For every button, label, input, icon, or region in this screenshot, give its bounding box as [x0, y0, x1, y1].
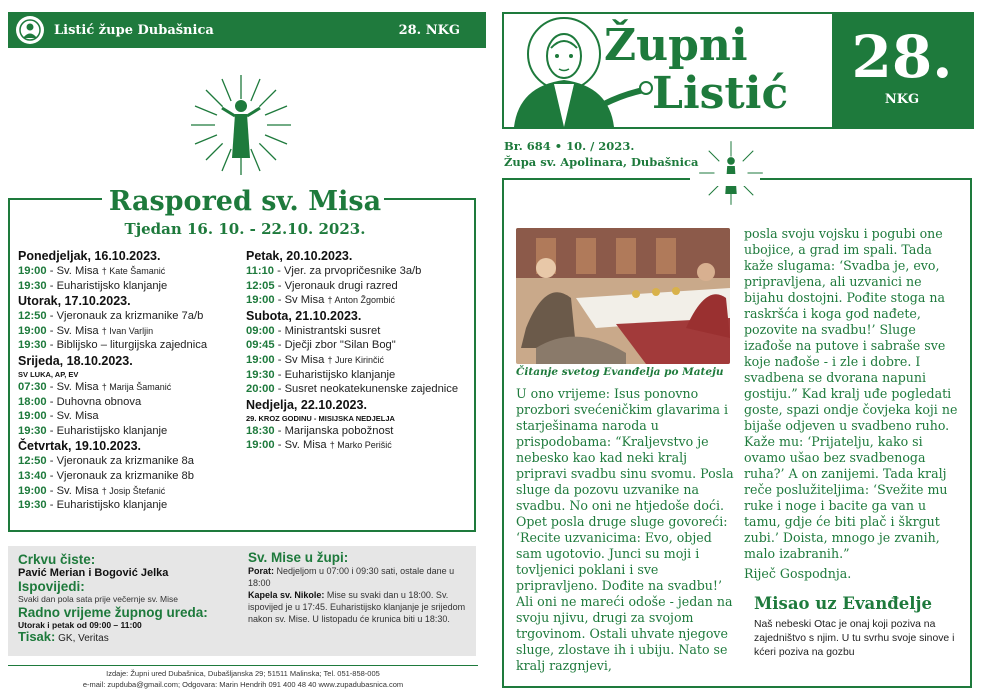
schedule-event: - Duhovna obnova	[46, 395, 142, 408]
schedule-row	[18, 498, 248, 513]
schedule-title: Raspored sv. Misa	[108, 186, 382, 217]
schedule-row	[18, 264, 248, 279]
issue-box	[832, 14, 972, 127]
schedule-event: - Sv. Misa	[46, 265, 102, 277]
schedule-time: 19:00	[18, 324, 47, 337]
confession-title: Ispovijedi:	[18, 579, 85, 594]
schedule-event: - Sv. Misa	[46, 380, 102, 393]
kapela-text: Mise su svaki dan u 18:00. Sv. ispovijed je u 17:45. Euharistijsko klanjanje je srijedom nakon sv. Mise. U listopadu će krunica biti u 18:30.	[248, 590, 466, 624]
schedule-time: 18:00	[18, 395, 47, 408]
parish-logo-icon	[16, 16, 44, 44]
porat-label: Porat:	[248, 566, 275, 576]
info-panel	[8, 546, 476, 656]
print-value: GK, Veritas	[55, 633, 109, 644]
issue-number: 28.	[851, 23, 953, 91]
print-line	[18, 631, 248, 645]
schedule-row	[246, 279, 474, 294]
schedule-event: - Euharistijsko klanjanje	[274, 368, 396, 381]
gospel-text-col2-body: posla svoju vojsku i pogubi one ubojice, a grad im spali. Tada kaže slugama: ‘Svadba je, evo, pripravljena, ali uzvanici ne bijahu dostojni. Pođite stoga na raskršća i koga god nađete, pozovite na svadbu!’ Sluge izađoše na putove i sabraše sve koje nađoše - i zle i dobre. I svadbena se dvorana napuni gostiju.” Kad kralj uđe pogledati goste, spazi ondje čovjeka koji ne bijaše odjeven u svadbeno ruho. Kaže mu: ‘Prijatelju, kako si ovamo ušao bez svadbenoga ruha?’ A on zanijemi. Tada kralj reče poslužiteljima: ‘Svežite mu ruke i noge i bacite ga van u tamu, gdje će biti plač i škrgut zubi.’ Doista, mnogo je zvanih, malo izabranih.”	[744, 226, 958, 561]
wedding-feast-illustration	[516, 228, 730, 364]
gospel-text-col2	[744, 226, 962, 582]
schedule-row	[18, 309, 248, 324]
schedule-time: 09:45	[246, 339, 275, 352]
schedule-day-heading: Nedjelja, 22.10.2023.	[246, 397, 367, 412]
footer-line-2: e-mail: zupduba@gmail.com; Odgovara: Marin Hendrih 091 400 48 40 www.zupadubasnica.com	[82, 680, 404, 689]
schedule-time: 19:30	[18, 499, 47, 512]
schedule-event: - Sv. Misa	[46, 410, 99, 423]
schedule-row	[246, 324, 474, 339]
schedule-row	[246, 293, 474, 308]
schedule-event: - Euharistijsko klanjanje	[46, 279, 168, 292]
schedule-time: 09:00	[246, 324, 275, 337]
gospel-end: Riječ Gospodnja.	[744, 566, 852, 581]
schedule-time: 19:00	[18, 410, 47, 423]
schedule-event: - Sv Misa	[274, 353, 328, 366]
schedule-event: - Euharistijsko klanjanje	[46, 499, 168, 512]
schedule-feast-label: SV LUKA, AP, EV	[18, 369, 79, 379]
gospel-box	[502, 178, 972, 688]
kapela-line	[248, 589, 470, 625]
schedule-time: 11:10	[246, 265, 274, 277]
schedule-event: - Vjeronauk drugi razred	[274, 279, 398, 292]
schedule-time: 19:30	[18, 424, 47, 437]
left-footer	[8, 665, 478, 690]
schedule-day-heading: Petak, 20.10.2023.	[246, 249, 353, 263]
schedule-row	[18, 454, 248, 469]
schedule-day-heading: Srijeda, 18.10.2023.	[18, 353, 133, 368]
issue-meta-line-1: Br. 684 • 10. / 2023.	[504, 139, 635, 153]
schedule-event: - Sv Misa	[274, 294, 328, 307]
porat-text: Nedjeljom u 07:00 i 09:30 sati, ostale dane u 18:00	[248, 566, 455, 588]
cleaning-title: Crkvu čiste:	[18, 552, 96, 567]
schedule-time: 12:50	[18, 455, 47, 468]
schedule-time: 19:00	[246, 353, 275, 366]
issue-meta-line-2: Župa sv. Apolinara, Dubašnica	[504, 155, 699, 169]
footer-line-1: Izdaje: Župni ured Dubašnica, Dubašljanska 29; 51511 Malinska; Tel. 051-858-005	[106, 669, 380, 678]
schedule-row	[18, 395, 248, 410]
office-title: Radno vrijeme župnog ureda:	[18, 605, 208, 620]
issue-label: NKG	[884, 92, 920, 107]
schedule-intention: † Jure Kirinčić	[327, 354, 384, 365]
schedule-intention: † Marko Perišić	[329, 440, 392, 451]
schedule-time: 20:00	[246, 383, 275, 396]
schedule-row	[18, 279, 248, 294]
masthead-word-2: Listić	[652, 68, 789, 119]
schedule-row	[246, 382, 474, 397]
schedule-event: - Vjeronauk za krizmanike 7a/b	[46, 310, 204, 323]
reflection-title: Misao uz Evanđelje	[754, 594, 932, 613]
schedule-row	[246, 353, 474, 368]
schedule-time: 07:30	[18, 380, 47, 393]
schedule-day-heading: Utorak, 17.10.2023.	[18, 294, 131, 309]
schedule-row	[18, 484, 248, 499]
schedule-intention: † Ivan Varljin	[101, 325, 154, 336]
schedule-day-heading: Ponedjeljak, 16.10.2023.	[18, 249, 161, 263]
schedule-event: - Vjeronauk za krizmanike 8a	[46, 455, 194, 468]
schedule-time: 19:00	[18, 484, 47, 497]
reflection-text: Naš nebeski Otac je onaj koji poziva na zajedništvo s njim. U tu svrhu svoje sinove i kćeri poziva na gozbu	[754, 619, 955, 658]
schedule-intention: † Kate Šamanić	[101, 266, 166, 276]
issue-meta	[504, 138, 698, 170]
masthead	[502, 12, 974, 129]
schedule-event: - Susret neokatekunenske zajednice	[274, 383, 459, 396]
office-text: Utorak i petak od 09:00 – 11:00	[18, 620, 142, 630]
schedule-time: 19:00	[18, 265, 47, 277]
gospel-caption: Čitanje svetog Evanđelja po Mateju	[516, 366, 724, 378]
left-page	[0, 0, 490, 693]
schedule-time: 19:00	[246, 294, 275, 307]
porat-line	[248, 565, 470, 589]
schedule-event: - Sv. Misa	[46, 484, 102, 497]
schedule-row	[18, 424, 248, 439]
schedule-event: - Sv. Misa	[274, 439, 330, 452]
left-header-bar	[8, 12, 486, 48]
schedule-event: - Marijanska pobožnost	[274, 424, 394, 437]
print-label: Tisak:	[18, 629, 56, 644]
schedule-time: 18:30	[246, 424, 275, 437]
schedule-row	[18, 409, 248, 424]
schedule-event: - Sv. Misa	[46, 324, 102, 337]
cleaning-names: Pavić Merian i Bogović Jelka	[18, 567, 169, 579]
schedule-time: 19:30	[18, 339, 47, 352]
schedule-row	[246, 338, 474, 353]
schedule-time: 12:50	[18, 310, 47, 323]
schedule-time: 19:30	[246, 368, 275, 381]
schedule-row	[246, 368, 474, 383]
schedule-column-2	[246, 248, 474, 453]
gospel-text-col1: U ono vrijeme: Isus ponovno prozbori svećeničkim glavarima i starješinama naroda u prispodobama: “Kraljevstvo je nebesko kao kad neki kralj pripravi svadbu sinu svomu. Posla sluge da pozovu uzvanike na svadbu. No oni ne htjedoše doći. Opet posla druge sluge govoreći: ‘Recite uzvanicima: Evo, objed sam ugotovio. Junci su moji i tovljenici poklani i sve pripravljeno. Dođite na svadbu!’ Ali oni ne mareći odoše - jedan na svoju njivu, drugi za svojom trgovinom. Ostali uhvate njegove sluge, zlostave ih i ubiju. Nato se kralj razgnjevi,	[516, 386, 734, 673]
schedule-column-1	[18, 248, 248, 513]
schedule-event: - Dječji zbor "Silan Bog"	[274, 339, 396, 352]
schedule-event: - Ministrantski susret	[274, 324, 381, 337]
schedule-feast-label: 29. KROZ GODINU - MISIJSKA NEDJELJA	[246, 413, 395, 423]
schedule-time: 19:30	[18, 279, 47, 292]
schedule-row	[18, 380, 248, 395]
schedule-event: - Vjer. za prvopričesnike 3a/b	[274, 265, 422, 277]
right-page	[490, 0, 981, 693]
left-header-issue: 28. NKG	[398, 22, 460, 38]
schedule-day-heading: Četvrtak, 19.10.2023.	[18, 439, 142, 454]
schedule-row	[246, 424, 474, 439]
schedule-row	[18, 469, 248, 484]
schedule-time: 19:00	[246, 439, 275, 452]
schedule-intention: † Marija Šamanić	[101, 381, 172, 392]
schedule-time: 13:40	[18, 469, 47, 482]
masses-title: Sv. Mise u župi:	[248, 550, 349, 565]
risen-christ-icon	[186, 70, 296, 180]
schedule-row	[18, 324, 248, 339]
schedule-intention: † Anton Žgombić	[327, 295, 396, 306]
schedule-day-heading: Subota, 21.10.2023.	[246, 308, 362, 323]
masthead-word-1: Župni	[604, 20, 748, 71]
schedule-row	[246, 264, 474, 279]
schedule-row	[246, 438, 474, 453]
schedule-time: 12:05	[246, 279, 275, 292]
schedule-week: Tjedan 16. 10. - 22.10. 2023.	[124, 220, 366, 238]
schedule-intention: † Josip Štefanić	[101, 485, 166, 496]
schedule-event: - Biblijsko – liturgijska zajednica	[46, 339, 208, 352]
kapela-label: Kapela sv. Nikole:	[248, 590, 325, 600]
confession-text: Svaki dan pola sata prije večernje sv. Mise	[18, 594, 179, 604]
schedule-event: - Euharistijsko klanjanje	[46, 424, 168, 437]
schedule-event: - Vjeronauk za krizmanike 8b	[46, 469, 194, 482]
left-header-title: Listić župe Dubašnica	[54, 22, 214, 38]
schedule-row	[18, 338, 248, 353]
